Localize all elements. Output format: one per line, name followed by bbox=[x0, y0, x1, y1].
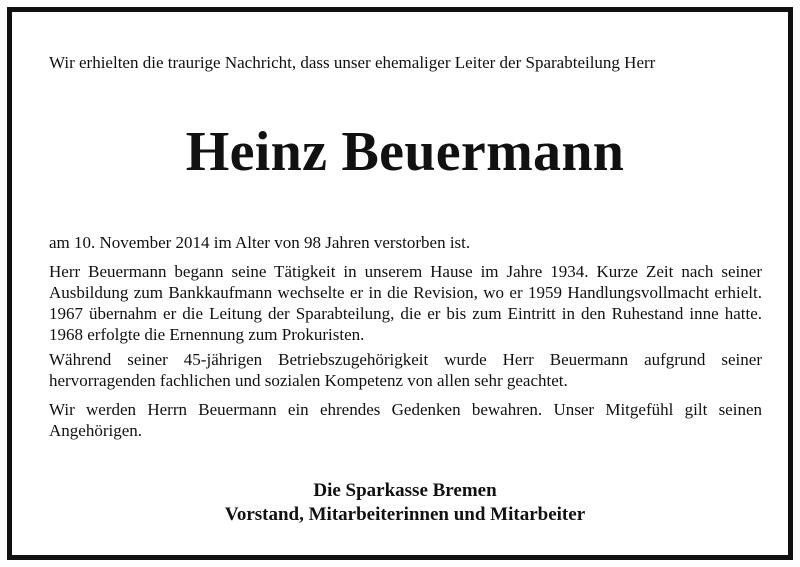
paragraph-condolence: Wir werden Herrn Beuermann ein ehrendes Gedenken bewahren. Unser Mitgefühl gilt seinen Angehörigen. bbox=[49, 400, 762, 440]
paragraph-death-date: am 10. November 2014 im Alter von 98 Jahren verstorben ist. bbox=[49, 233, 471, 252]
intro-line: Wir erhielten die traurige Nachricht, dass unser ehemaliger Leiter der Sparabteilung Herr bbox=[49, 53, 656, 72]
deceased-name: Heinz Beuermann bbox=[185, 121, 625, 183]
obituary-notice bbox=[7, 7, 793, 560]
paragraph-tribute: Während seiner 45-jährigen Betriebszugehörigkeit wurde Herr Beuermann aufgrund seiner hervorragenden fachlichen und sozialen Kompetenz von allen sehr geachtet. bbox=[49, 350, 762, 390]
signature-block bbox=[12, 479, 798, 527]
paragraph-career: Herr Beuermann begann seine Tätigkeit in unserem Hause im Jahre 1934. Kurze Zeit nach seiner Ausbildung zum Bankkaufmann wechselte er in die Revision, wo er 1959 Handlungsvollmacht erhielt. 1967 übernahm er die Leitung der Sparabteilung, die er bis zum Eintritt in den Ruhestand inne hatte. 1968 erfolgte die Ernennung zum Prokuristen. bbox=[49, 262, 762, 344]
signature-organization: Die Sparkasse Bremen bbox=[313, 480, 497, 501]
signature-staff: Vorstand, Mitarbeiterinnen und Mitarbeiter bbox=[224, 504, 586, 525]
